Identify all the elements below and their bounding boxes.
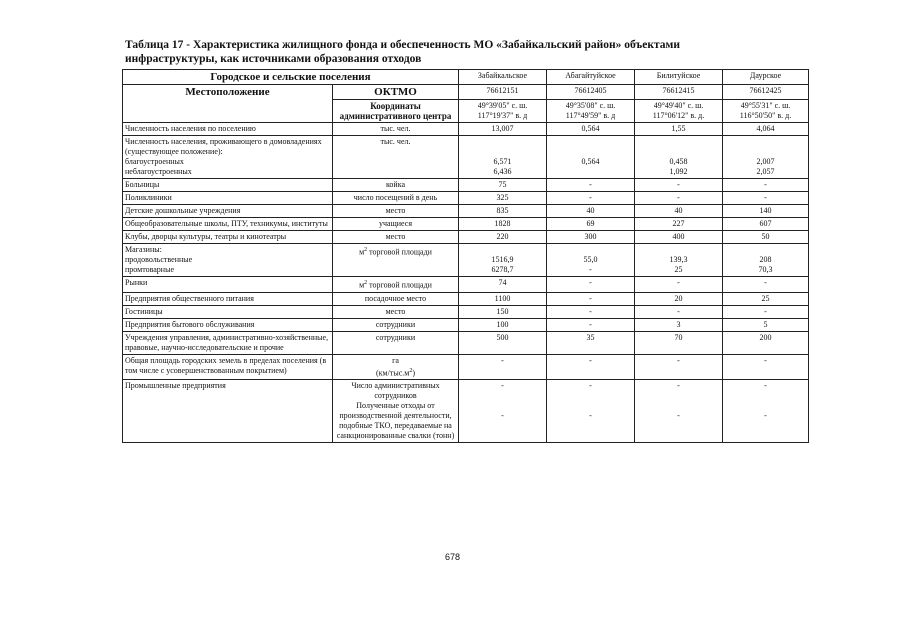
value-cell: - [723,354,809,380]
row-label: Общеобразовательные школы, ПТУ, техникумы, институты [123,218,333,231]
value-cell: 5 [723,318,809,331]
row-label: Клубы, дворцы культуры, театры и кинотеатры [123,231,333,244]
shops-label: Магазины: [125,245,162,254]
value-cell: 20 [635,292,723,305]
value: 139,3 [669,255,688,264]
value: - [589,265,592,274]
value: 2,057 [756,167,775,176]
value-cell: - [723,179,809,192]
row-population [123,123,809,136]
row-label [123,136,333,179]
value-cell: 1100 [459,292,547,305]
row-unit: сотрудники [333,331,459,354]
value: 55,0 [583,255,598,264]
value-cell: 607 [723,218,809,231]
header-row-settlements [123,70,809,85]
row-unit: койка [333,179,459,192]
longitude: 117°49'59" в. д [565,111,616,120]
housing-sub1-label: благоустроенных [125,157,184,166]
value-cell: - [547,192,635,205]
value-cell: 835 [459,205,547,218]
industry-unit-1: Число административных сотрудников [351,381,440,401]
row-unit: тыс. чел. [333,136,459,179]
value: 208 [759,255,772,264]
value-cell: 500 [459,331,547,354]
value-cell: - [547,179,635,192]
value-cell: 150 [459,305,547,318]
value-cell [459,244,547,277]
row-admin [123,331,809,354]
row-unit [333,380,459,443]
row-unit: учащиеся [333,218,459,231]
value-cell: 75 [459,179,547,192]
value-cell [723,244,809,277]
value-cell: - - [459,380,547,443]
value-cell: 70 [635,331,723,354]
row-unit: число посещений в день [333,192,459,205]
value: 70,3 [758,265,773,274]
value: 6,436 [493,167,512,176]
value-cell: - [635,354,723,380]
coords-cell [459,100,547,123]
value-cell: 35 [547,331,635,354]
row-clubs [123,231,809,244]
oktmo-code: 76612415 [635,85,723,100]
housing-label: Численность населения, проживающего в домовладениях (существующее положение): [125,137,322,156]
shops-sub1-label: продовольственные [125,255,193,264]
housing-infrastructure-table [122,69,809,443]
row-unit: место [333,305,459,318]
value-cell: - [547,292,635,305]
row-label: Учреждения управления, административно-хозяйственные, правовые, научно-исследовательские и прочие [123,331,333,354]
oktmo-header: ОКТМО [333,85,459,100]
row-clinics [123,192,809,205]
value-cell: 25 [723,292,809,305]
unit-text: торговой площади [369,247,432,257]
row-shops [123,244,809,277]
value-cell [547,244,635,277]
row-unit: сотрудники [333,318,459,331]
value-cell: 300 [547,231,635,244]
municipality-name: Билитуйское [635,70,723,85]
value-cell: - - [635,380,723,443]
row-label: Предприятия бытового обслуживания [123,318,333,331]
oktmo-code: 76612151 [459,85,547,100]
unit-line-2: $(км/тыс.м^2)$ [376,367,415,378]
value-cell [635,136,723,179]
value-cell: - [547,277,635,293]
value-cell: - [635,277,723,293]
title-line-1: Таблица 17 - Характеристика жилищного фонда и обеспеченность МО «Забайкальский район» объектами [125,39,680,51]
value-cell: - [547,305,635,318]
value: 25 [674,265,683,274]
unit-prefix: м [359,280,365,290]
row-label: Больницы [123,179,333,192]
row-unit [333,354,459,380]
row-hotels [123,305,809,318]
row-label: Рынки [123,277,333,293]
industry-unit-2: Полученные отходы от производственной деятельности, подобные ТКО, передаваемые на санкционированные свалки (тонн) [336,401,455,441]
location-header: Местоположение [123,85,333,123]
housing-sub2-label: неблагоустроенных [125,167,192,176]
value: 0,458 [669,157,688,166]
shops-sub2-label: промтоварные [125,265,175,274]
value-cell: 100 [459,318,547,331]
value-cell: 1828 [459,218,547,231]
value-cell: 40 [547,205,635,218]
row-unit: тыс. чел. [333,123,459,136]
unit-prefix: м [359,247,365,257]
page-number: 678 [444,552,461,562]
value-cell: - [547,318,635,331]
row-label: Общая площадь городских земель в пределах поселения (в том числе с усовершенствованным покрытием) [123,354,333,380]
value-cell: - [459,354,547,380]
row-services [123,318,809,331]
value: 6,571 [493,157,512,166]
value-cell: 200 [723,331,809,354]
municipality-name: Абагайтуйское [547,70,635,85]
row-label: Детские дошкольные учреждения [123,205,333,218]
longitude: 116°50'50" в. д. [739,111,792,120]
table-title [125,38,825,66]
latitude: 49°55'31" с. ш. [740,101,791,110]
unit-sup: 2 [364,247,368,253]
value-cell [547,136,635,179]
value-cell: 325 [459,192,547,205]
value-cell: 400 [635,231,723,244]
row-kindergartens [123,205,809,218]
value-cell: 140 [723,205,809,218]
row-unit [333,244,459,277]
value-cell: 50 [723,231,809,244]
value: 1516,9 [491,255,514,264]
row-markets [123,277,809,293]
title-line-2: инфраструктуры, как источниками образования отходов [125,53,422,65]
oktmo-code: 76612405 [547,85,635,100]
value-cell: 74 [459,277,547,293]
row-housing [123,136,809,179]
municipality-name: Даурское [723,70,809,85]
value-cell: - [723,305,809,318]
value-cell: 227 [635,218,723,231]
value-cell: 3 [635,318,723,331]
row-catering [123,292,809,305]
longitude: 117°06'12" в. д. [652,111,705,120]
row-unit: место [333,205,459,218]
row-label: Гостиницы [123,305,333,318]
value-cell: - - [547,380,635,443]
value-cell: 4,064 [723,123,809,136]
municipality-name: Забайкальское [459,70,547,85]
value-cell: - [547,354,635,380]
longitude: 117°19'37" в. д [477,111,528,120]
header-row-oktmo [123,85,809,100]
value-cell: 220 [459,231,547,244]
row-hospitals [123,179,809,192]
value: 1,092 [669,167,688,176]
coords-cell [547,100,635,123]
row-label: Численность населения по поселению [123,123,333,136]
value-cell [723,136,809,179]
row-unit: место [333,231,459,244]
unit-text: торговой площади [369,280,432,290]
latitude: 49°39'05" с. ш. [477,101,528,110]
latitude: 49°49'40" с. ш. [653,101,704,110]
value-cell [459,136,547,179]
unit-sup: 2 [364,280,368,286]
value-cell: - [723,192,809,205]
settlements-header: Городское и сельские поселения [123,70,459,85]
value-cell [635,244,723,277]
row-schools [123,218,809,231]
value-cell: - [723,277,809,293]
row-unit [333,277,459,293]
value-cell: - [635,192,723,205]
row-label: Поликлиники [123,192,333,205]
value-cell: 13,007 [459,123,547,136]
value-cell: 0,564 [547,123,635,136]
value-cell: - - [723,380,809,443]
row-label: Промышленные предприятия [123,380,333,443]
unit-line-1: га [392,355,399,365]
coords-cell [723,100,809,123]
value: 2,007 [756,157,775,166]
value-cell: 69 [547,218,635,231]
oktmo-code: 76612425 [723,85,809,100]
row-unit: посадочное место [333,292,459,305]
row-label: Предприятия общественного питания [123,292,333,305]
latitude: 49°35'08" с. ш. [565,101,616,110]
value: 0,564 [581,157,600,166]
coords-cell [635,100,723,123]
row-land [123,354,809,380]
coords-header: Координаты административного центра [333,100,459,123]
row-label [123,244,333,277]
value-cell: 1,55 [635,123,723,136]
value-cell: 40 [635,205,723,218]
value-cell: - [635,179,723,192]
row-industry [123,380,809,443]
value-cell: - [635,305,723,318]
value: 6278,7 [491,265,514,274]
